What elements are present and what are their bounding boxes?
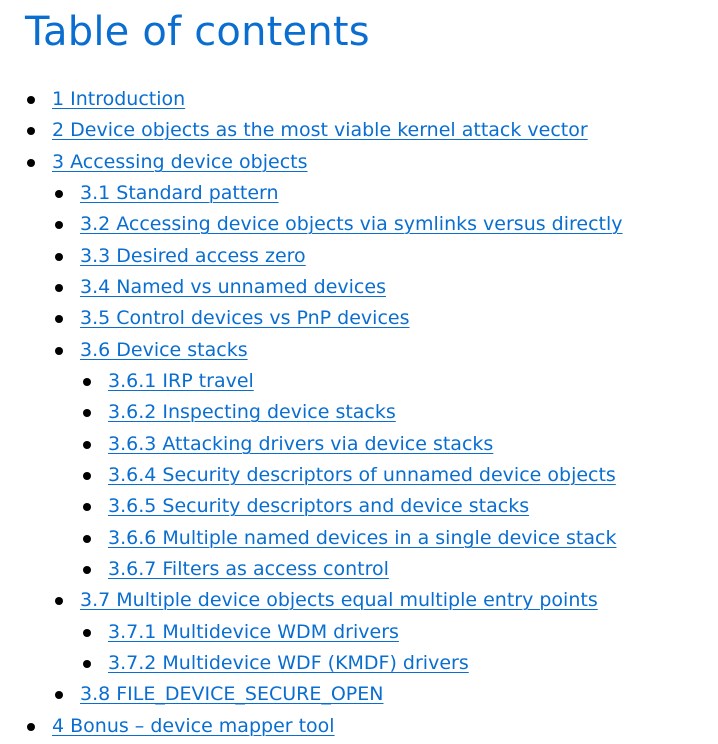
toc-link-1[interactable]: 1 Introduction <box>52 88 186 110</box>
toc-link-3-6-5[interactable]: 3.6.5 Security descriptors and device stacks <box>108 495 530 517</box>
bullet-icon <box>83 629 91 637</box>
toc-link-3-3[interactable]: 3.3 Desired access zero <box>80 245 306 267</box>
bullet-icon <box>27 127 35 135</box>
toc-link-3-6-1[interactable]: 3.6.1 IRP travel <box>108 370 254 392</box>
toc-link-3-5[interactable]: 3.5 Control devices vs PnP devices <box>80 307 410 329</box>
bullet-icon <box>83 660 91 668</box>
bullet-icon <box>83 409 91 417</box>
toc-link-2[interactable]: 2 Device objects as the most viable kernel attack vector <box>52 119 588 141</box>
toc-link-3-8[interactable]: 3.8 FILE_DEVICE_SECURE_OPEN <box>80 683 384 705</box>
toc-link-3-6-7[interactable]: 3.6.7 Filters as access control <box>108 558 389 580</box>
bullet-icon <box>83 378 91 386</box>
toc-link-3-6-3[interactable]: 3.6.3 Attacking drivers via device stacks <box>108 433 494 455</box>
bullet-icon <box>83 535 91 543</box>
bullet-icon <box>83 441 91 449</box>
bullet-icon <box>27 723 35 731</box>
toc-link-3-7-1[interactable]: 3.7.1 Multidevice WDM drivers <box>108 621 399 643</box>
toc-link-4[interactable]: 4 Bonus – device mapper tool <box>52 715 335 737</box>
bullet-icon <box>55 347 63 355</box>
bullet-icon <box>55 284 63 292</box>
bullet-icon <box>55 315 63 323</box>
toc-link-3-6-6[interactable]: 3.6.6 Multiple named devices in a single device stack <box>108 527 617 549</box>
bullet-icon <box>83 566 91 574</box>
bullet-icon <box>27 96 35 104</box>
bullet-icon <box>83 472 91 480</box>
toc-link-3-7[interactable]: 3.7 Multiple device objects equal multiple entry points <box>80 589 598 611</box>
toc-link-3-7-2[interactable]: 3.7.2 Multidevice WDF (KMDF) drivers <box>108 652 469 674</box>
bullet-icon <box>83 503 91 511</box>
toc-link-3-1[interactable]: 3.1 Standard pattern <box>80 182 279 204</box>
bullet-icon <box>55 221 63 229</box>
toc-link-3-6-2[interactable]: 3.6.2 Inspecting device stacks <box>108 401 396 423</box>
page-title: Table of contents <box>25 9 370 55</box>
toc-link-3[interactable]: 3 Accessing device objects <box>52 151 308 173</box>
toc-link-3-2[interactable]: 3.2 Accessing device objects via symlinks versus directly <box>80 213 623 235</box>
toc-link-3-6-4[interactable]: 3.6.4 Security descriptors of unnamed device objects <box>108 464 616 486</box>
bullet-icon <box>55 597 63 605</box>
bullet-icon <box>55 190 63 198</box>
bullet-icon <box>55 253 63 261</box>
toc-link-3-6[interactable]: 3.6 Device stacks <box>80 339 248 361</box>
bullet-icon <box>27 159 35 167</box>
bullet-icon <box>55 691 63 699</box>
toc-link-3-4[interactable]: 3.4 Named vs unnamed devices <box>80 276 386 298</box>
